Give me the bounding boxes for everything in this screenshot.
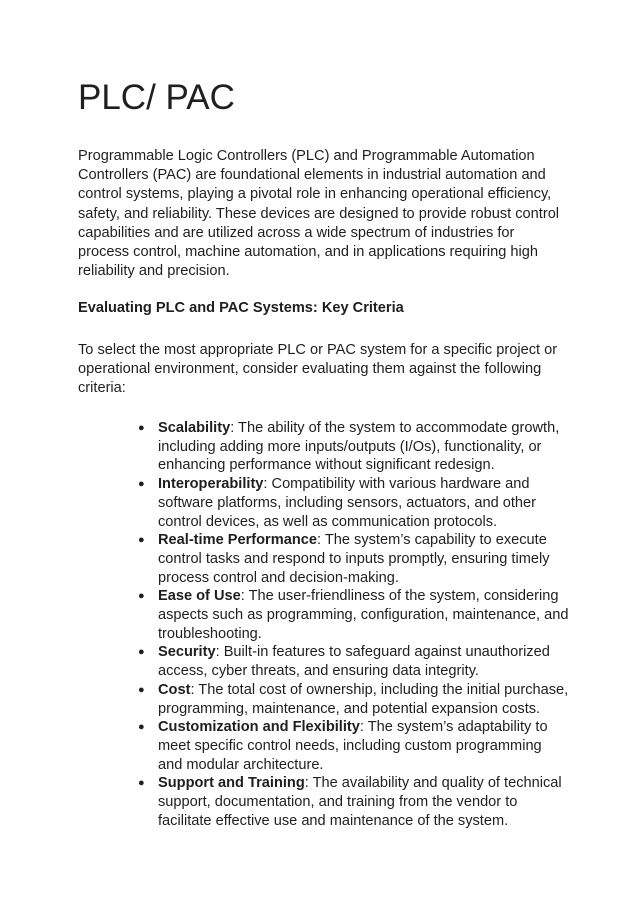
bullet-icon: ● <box>138 534 145 547</box>
criteria-term: Customization and Flexibility <box>158 719 360 736</box>
criteria-item-customization-and-flexibility <box>138 718 570 774</box>
bullet-icon: ● <box>138 590 145 603</box>
criteria-description: : The total cost of ownership, including the initial purchase, programming, maintenance, and potential expansion costs. <box>158 681 569 717</box>
criteria-item-interoperability <box>138 475 570 531</box>
bullet-icon: ● <box>138 478 145 491</box>
bullet-icon: ● <box>138 721 145 734</box>
document-title: PLC/ PAC <box>78 78 235 117</box>
criteria-description: : The availability and quality of technical support, documentation, and training from the vendor to facilitate effective use and maintenance of the system. <box>158 775 562 829</box>
criteria-description: : The system’s capability to execute control tasks and respond to inputs promptly, ensuring timely process control and decision-making. <box>158 532 550 586</box>
criteria-item-ease-of-use <box>138 587 570 643</box>
criteria-item-cost <box>138 681 570 718</box>
criteria-description: : The ability of the system to accommodate growth, including adding more inputs/outputs (I/Os), functionality, or enhancing performance without significant redesign. <box>158 420 560 474</box>
bullet-icon: ● <box>138 646 145 659</box>
criteria-term: Support and Training <box>158 775 305 792</box>
criteria-list <box>138 419 570 830</box>
criteria-term: Cost <box>158 681 191 698</box>
section-heading: Evaluating PLC and PAC Systems: Key Criteria <box>78 300 404 316</box>
criteria-term: Ease of Use <box>158 588 241 605</box>
bullet-icon: ● <box>138 777 145 790</box>
bullet-icon: ● <box>138 422 145 434</box>
criteria-description: : The user-friendliness of the system, considering aspects such as programming, configuration, maintenance, and troubleshooting. <box>158 588 569 642</box>
criteria-term: Scalability <box>158 420 231 436</box>
criteria-item-scalability <box>138 419 570 475</box>
criteria-term: Security <box>158 644 216 661</box>
criteria-description: : Compatibility with various hardware and software platforms, including sensors, actuators, and other control devices, as well as communication protocols. <box>158 476 537 530</box>
criteria-description: : The system’s adaptability to meet specific control needs, including custom programming and modular architecture. <box>158 719 548 773</box>
criteria-term: Interoperability <box>158 476 264 493</box>
criteria-term: Real-time Performance <box>158 532 317 549</box>
criteria-item-real-time-performance <box>138 531 570 587</box>
criteria-item-security <box>138 643 570 680</box>
criteria-item-support-and-training <box>138 774 570 830</box>
bullet-icon: ● <box>138 683 145 696</box>
criteria-description: : Built-in features to safeguard against unauthorized access, cyber threats, and ensuring data integrity. <box>158 644 550 680</box>
lead-paragraph: To select the most appropriate PLC or PAC system for a specific project or operational environment, consider evaluating them against the following criteria: <box>78 342 558 397</box>
intro-paragraph: Programmable Logic Controllers (PLC) and Programmable Automation Controllers (PAC) are foundational elements in industrial automation and control systems, playing a pivotal role in enhancing operational efficiency, safety, and reliability. These devices are designed to provide robust control capabilities and are utilized across a wide spectrum of industries for process control, machine automation, and in applications requiring high reliability and precision. <box>78 148 560 280</box>
